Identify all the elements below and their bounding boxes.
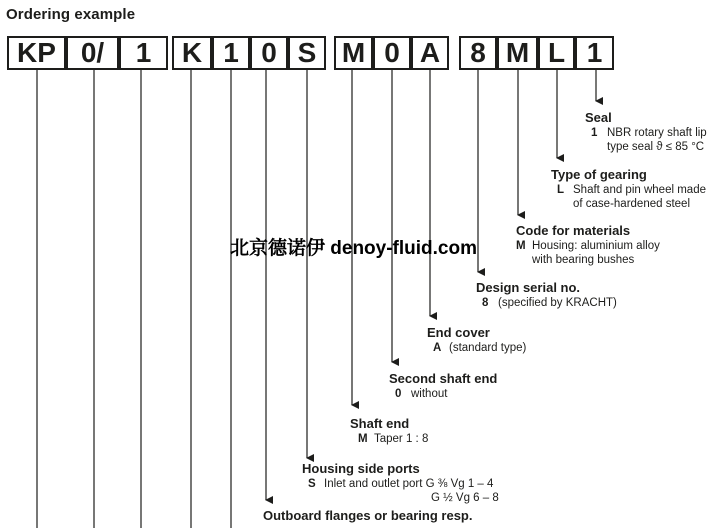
callout-serial-line1: (specified by KRACHT) [498, 297, 617, 309]
callout-shaft-end-title: Shaft end [350, 416, 410, 431]
callout-side-ports-code: S [308, 478, 316, 490]
callout-second-shaft-line1: without [411, 388, 448, 400]
code-box-1b: 1 [212, 36, 250, 70]
callout-second-shaft [389, 371, 497, 401]
callout-serial-title: Design serial no. [476, 280, 581, 295]
callout-serial-code: 8 [482, 297, 489, 309]
callout-materials-title: Code for materials [516, 223, 631, 238]
code-box-a: A [411, 36, 449, 70]
callout-seal-title: Seal [585, 110, 612, 125]
code-box-s: S [288, 36, 326, 70]
callout-gearing-line2: of case-hardened steel [573, 198, 690, 210]
callout-side-ports-line1: Inlet and outlet port G ⅜ Vg 1 – 4 [324, 478, 494, 490]
callout-second-shaft-title: Second shaft end [389, 371, 498, 386]
callout-gearing-title: Type of gearing [551, 167, 647, 182]
code-box-0: 0 [250, 36, 288, 70]
callout-serial [476, 280, 617, 310]
callout-materials-code: M [516, 240, 526, 252]
callout-shaft-end-code: M [358, 433, 368, 445]
code-box-kp: KP [7, 36, 66, 70]
code-box-l: L [538, 36, 575, 70]
callout-outboard-title: Outboard flanges or bearing resp. [263, 508, 473, 523]
callout-end-cover-code: A [433, 342, 442, 354]
code-box-m2: M [497, 36, 538, 70]
callout-end-cover [427, 325, 526, 355]
code-box-k: K [172, 36, 212, 70]
callout-gearing-line1: Shaft and pin wheel made [573, 184, 706, 196]
callout-materials-line2: with bearing bushes [532, 254, 635, 266]
code-box-m: M [334, 36, 373, 70]
callout-side-ports-title: Housing side ports [302, 461, 420, 476]
callout-seal-line1: NBR rotary shaft lip [607, 127, 707, 139]
code-box-0b: 0 [373, 36, 411, 70]
code-box-8: 8 [459, 36, 497, 70]
callout-side-ports [302, 461, 499, 505]
callout-gearing-code: L [557, 184, 565, 196]
callout-second-shaft-code: 0 [395, 388, 402, 400]
callout-seal-line2: type seal ϑ ≤ 85 °C [607, 141, 705, 153]
callout-shaft-end-line1: Taper 1 : 8 [374, 433, 429, 445]
code-box-1c: 1 [575, 36, 614, 70]
callout-materials-line1: Housing: aluminium alloy [532, 240, 660, 252]
callout-gearing [551, 167, 706, 211]
watermark-text: 北京德诺伊 denoy-fluid.com [230, 238, 478, 259]
callout-end-cover-title: End cover [427, 325, 490, 340]
heading: Ordering example [6, 6, 136, 23]
callout-side-ports-line2: G ½ Vg 6 – 8 [431, 492, 499, 504]
callout-materials [516, 223, 660, 267]
callout-shaft-end [350, 416, 428, 446]
callout-outboard [263, 508, 472, 524]
callout-seal-code: 1 [591, 127, 598, 139]
callout-end-cover-line1: (standard type) [449, 342, 527, 354]
code-box-0-slash: 0/ [66, 36, 119, 70]
code-box-1: 1 [119, 36, 168, 70]
callout-seal [585, 110, 707, 154]
